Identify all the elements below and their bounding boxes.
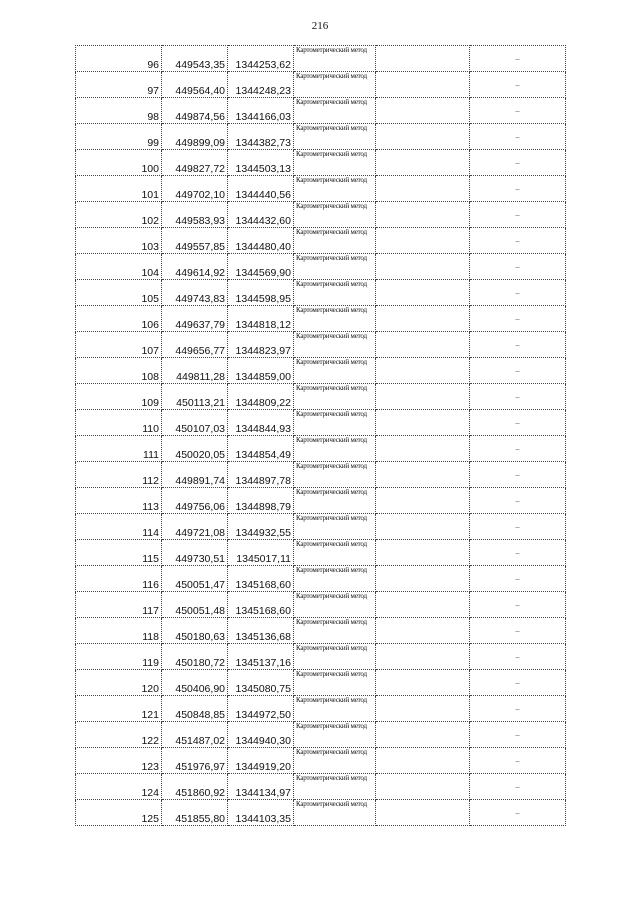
accuracy-cell: – [470,124,566,150]
y-coordinate-cell: 1344103,35 [228,800,294,826]
point-number-cell: 102 [76,202,162,228]
point-number-cell: 125 [76,800,162,826]
point-number-cell: 124 [76,774,162,800]
x-coordinate-cell: 449874,56 [162,98,228,124]
x-coordinate-cell: 450180,72 [162,644,228,670]
accuracy-cell: – [470,722,566,748]
method-cell: Картометрический метод [294,566,376,592]
x-coordinate-cell: 449811,28 [162,358,228,384]
empty-cell [376,98,470,124]
accuracy-cell: – [470,644,566,670]
empty-cell [376,696,470,722]
x-coordinate-cell: 451976,97 [162,748,228,774]
table-row [76,410,566,436]
empty-cell [376,592,470,618]
method-cell: Картометрический метод [294,800,376,826]
accuracy-cell: – [470,670,566,696]
accuracy-cell: – [470,98,566,124]
y-coordinate-cell: 1344932,55 [228,514,294,540]
point-number-cell: 103 [76,228,162,254]
x-coordinate-cell: 450020,05 [162,436,228,462]
point-number-cell: 98 [76,98,162,124]
x-coordinate-cell: 449899,09 [162,124,228,150]
empty-cell [376,384,470,410]
table-row [76,774,566,800]
table-row [76,358,566,384]
empty-cell [376,722,470,748]
table-row [76,566,566,592]
empty-cell [376,176,470,202]
accuracy-cell: – [470,228,566,254]
method-cell: Картометрический метод [294,462,376,488]
method-cell: Картометрический метод [294,592,376,618]
method-cell: Картометрический метод [294,670,376,696]
method-cell: Картометрический метод [294,46,376,72]
table-row [76,696,566,722]
x-coordinate-cell: 449614,92 [162,254,228,280]
table-row [76,748,566,774]
empty-cell [376,228,470,254]
empty-cell [376,124,470,150]
empty-cell [376,748,470,774]
accuracy-cell: – [470,488,566,514]
x-coordinate-cell: 449721,08 [162,514,228,540]
table-row [76,72,566,98]
y-coordinate-cell: 1345168,60 [228,592,294,618]
point-number-cell: 121 [76,696,162,722]
table-row [76,488,566,514]
method-cell: Картометрический метод [294,98,376,124]
method-cell: Картометрический метод [294,124,376,150]
point-number-cell: 111 [76,436,162,462]
empty-cell [376,410,470,436]
empty-cell [376,488,470,514]
accuracy-cell: – [470,254,566,280]
y-coordinate-cell: 1344134,97 [228,774,294,800]
table-row [76,540,566,566]
table-row [76,670,566,696]
x-coordinate-cell: 450848,85 [162,696,228,722]
y-coordinate-cell: 1344859,00 [228,358,294,384]
method-cell: Картометрический метод [294,72,376,98]
empty-cell [376,644,470,670]
table-row [76,124,566,150]
point-number-cell: 116 [76,566,162,592]
method-cell: Картометрический метод [294,488,376,514]
y-coordinate-cell: 1344248,23 [228,72,294,98]
accuracy-cell: – [470,696,566,722]
accuracy-cell: – [470,800,566,826]
accuracy-cell: – [470,176,566,202]
empty-cell [376,306,470,332]
x-coordinate-cell: 450051,48 [162,592,228,618]
method-cell: Картометрический метод [294,410,376,436]
method-cell: Картометрический метод [294,150,376,176]
point-number-cell: 97 [76,72,162,98]
point-number-cell: 118 [76,618,162,644]
accuracy-cell: – [470,540,566,566]
x-coordinate-cell: 450107,03 [162,410,228,436]
x-coordinate-cell: 451487,02 [162,722,228,748]
y-coordinate-cell: 1344818,12 [228,306,294,332]
method-cell: Картометрический метод [294,696,376,722]
table-row [76,202,566,228]
point-number-cell: 112 [76,462,162,488]
method-cell: Картометрический метод [294,384,376,410]
empty-cell [376,254,470,280]
empty-cell [376,566,470,592]
point-number-cell: 120 [76,670,162,696]
accuracy-cell: – [470,462,566,488]
accuracy-cell: – [470,618,566,644]
empty-cell [376,436,470,462]
method-cell: Картометрический метод [294,436,376,462]
empty-cell [376,514,470,540]
method-cell: Картометрический метод [294,306,376,332]
x-coordinate-cell: 449743,83 [162,280,228,306]
accuracy-cell: – [470,72,566,98]
accuracy-cell: – [470,46,566,72]
empty-cell [376,202,470,228]
point-number-cell: 106 [76,306,162,332]
empty-cell [376,774,470,800]
y-coordinate-cell: 1344480,40 [228,228,294,254]
point-number-cell: 107 [76,332,162,358]
table-row [76,644,566,670]
point-number-cell: 123 [76,748,162,774]
accuracy-cell: – [470,436,566,462]
table-row [76,800,566,826]
x-coordinate-cell: 449543,35 [162,46,228,72]
y-coordinate-cell: 1344940,30 [228,722,294,748]
y-coordinate-cell: 1344844,93 [228,410,294,436]
accuracy-cell: – [470,384,566,410]
empty-cell [376,280,470,306]
x-coordinate-cell: 451860,92 [162,774,228,800]
y-coordinate-cell: 1345136,68 [228,618,294,644]
empty-cell [376,462,470,488]
empty-cell [376,332,470,358]
y-coordinate-cell: 1344598,95 [228,280,294,306]
point-number-cell: 115 [76,540,162,566]
point-number-cell: 96 [76,46,162,72]
y-coordinate-cell: 1345017,11 [228,540,294,566]
point-number-cell: 113 [76,488,162,514]
y-coordinate-cell: 1344898,79 [228,488,294,514]
y-coordinate-cell: 1344166,03 [228,98,294,124]
table-row [76,722,566,748]
x-coordinate-cell: 449557,85 [162,228,228,254]
coordinates-table-body [76,46,566,826]
y-coordinate-cell: 1344432,60 [228,202,294,228]
y-coordinate-cell: 1344503,13 [228,150,294,176]
accuracy-cell: – [470,748,566,774]
accuracy-cell: – [470,566,566,592]
empty-cell [376,670,470,696]
accuracy-cell: – [470,202,566,228]
method-cell: Картометрический метод [294,202,376,228]
accuracy-cell: – [470,592,566,618]
y-coordinate-cell: 1344823,97 [228,332,294,358]
table-row [76,332,566,358]
table-row [76,46,566,72]
point-number-cell: 108 [76,358,162,384]
y-coordinate-cell: 1344809,22 [228,384,294,410]
accuracy-cell: – [470,358,566,384]
y-coordinate-cell: 1345080,75 [228,670,294,696]
y-coordinate-cell: 1344972,50 [228,696,294,722]
point-number-cell: 122 [76,722,162,748]
accuracy-cell: – [470,774,566,800]
y-coordinate-cell: 1344253,62 [228,46,294,72]
point-number-cell: 105 [76,280,162,306]
point-number-cell: 114 [76,514,162,540]
table-row [76,592,566,618]
point-number-cell: 100 [76,150,162,176]
y-coordinate-cell: 1344897,78 [228,462,294,488]
x-coordinate-cell: 450113,21 [162,384,228,410]
point-number-cell: 104 [76,254,162,280]
table-row [76,436,566,462]
coordinates-table [75,45,566,826]
y-coordinate-cell: 1344440,56 [228,176,294,202]
accuracy-cell: – [470,306,566,332]
table-row [76,306,566,332]
point-number-cell: 109 [76,384,162,410]
x-coordinate-cell: 449564,40 [162,72,228,98]
x-coordinate-cell: 449583,93 [162,202,228,228]
table-row [76,228,566,254]
table-row [76,384,566,410]
empty-cell [376,618,470,644]
table-row [76,98,566,124]
method-cell: Картометрический метод [294,280,376,306]
table-row [76,176,566,202]
method-cell: Картометрический метод [294,228,376,254]
y-coordinate-cell: 1344569,90 [228,254,294,280]
point-number-cell: 101 [76,176,162,202]
x-coordinate-cell: 449637,79 [162,306,228,332]
method-cell: Картометрический метод [294,254,376,280]
x-coordinate-cell: 450051,47 [162,566,228,592]
method-cell: Картометрический метод [294,176,376,202]
method-cell: Картометрический метод [294,540,376,566]
table-row [76,150,566,176]
accuracy-cell: – [470,514,566,540]
table-row [76,254,566,280]
empty-cell [376,540,470,566]
table-row [76,462,566,488]
method-cell: Картометрический метод [294,332,376,358]
y-coordinate-cell: 1344382,73 [228,124,294,150]
x-coordinate-cell: 450406,90 [162,670,228,696]
page-number: 216 [311,20,329,32]
accuracy-cell: – [470,150,566,176]
y-coordinate-cell: 1344854,49 [228,436,294,462]
x-coordinate-cell: 451855,80 [162,800,228,826]
table-row [76,280,566,306]
empty-cell [376,150,470,176]
accuracy-cell: – [470,332,566,358]
empty-cell [376,800,470,826]
table-row [76,618,566,644]
method-cell: Картометрический метод [294,618,376,644]
empty-cell [376,46,470,72]
x-coordinate-cell: 450180,63 [162,618,228,644]
point-number-cell: 99 [76,124,162,150]
method-cell: Картометрический метод [294,644,376,670]
x-coordinate-cell: 449891,74 [162,462,228,488]
method-cell: Картометрический метод [294,358,376,384]
accuracy-cell: – [470,410,566,436]
x-coordinate-cell: 449702,10 [162,176,228,202]
x-coordinate-cell: 449827,72 [162,150,228,176]
method-cell: Картометрический метод [294,514,376,540]
x-coordinate-cell: 449656,77 [162,332,228,358]
method-cell: Картометрический метод [294,748,376,774]
y-coordinate-cell: 1344919,20 [228,748,294,774]
method-cell: Картометрический метод [294,774,376,800]
accuracy-cell: – [470,280,566,306]
point-number-cell: 119 [76,644,162,670]
y-coordinate-cell: 1345137,16 [228,644,294,670]
table-row [76,514,566,540]
empty-cell [376,72,470,98]
point-number-cell: 117 [76,592,162,618]
empty-cell [376,358,470,384]
y-coordinate-cell: 1345168,60 [228,566,294,592]
point-number-cell: 110 [76,410,162,436]
x-coordinate-cell: 449756,06 [162,488,228,514]
x-coordinate-cell: 449730,51 [162,540,228,566]
method-cell: Картометрический метод [294,722,376,748]
